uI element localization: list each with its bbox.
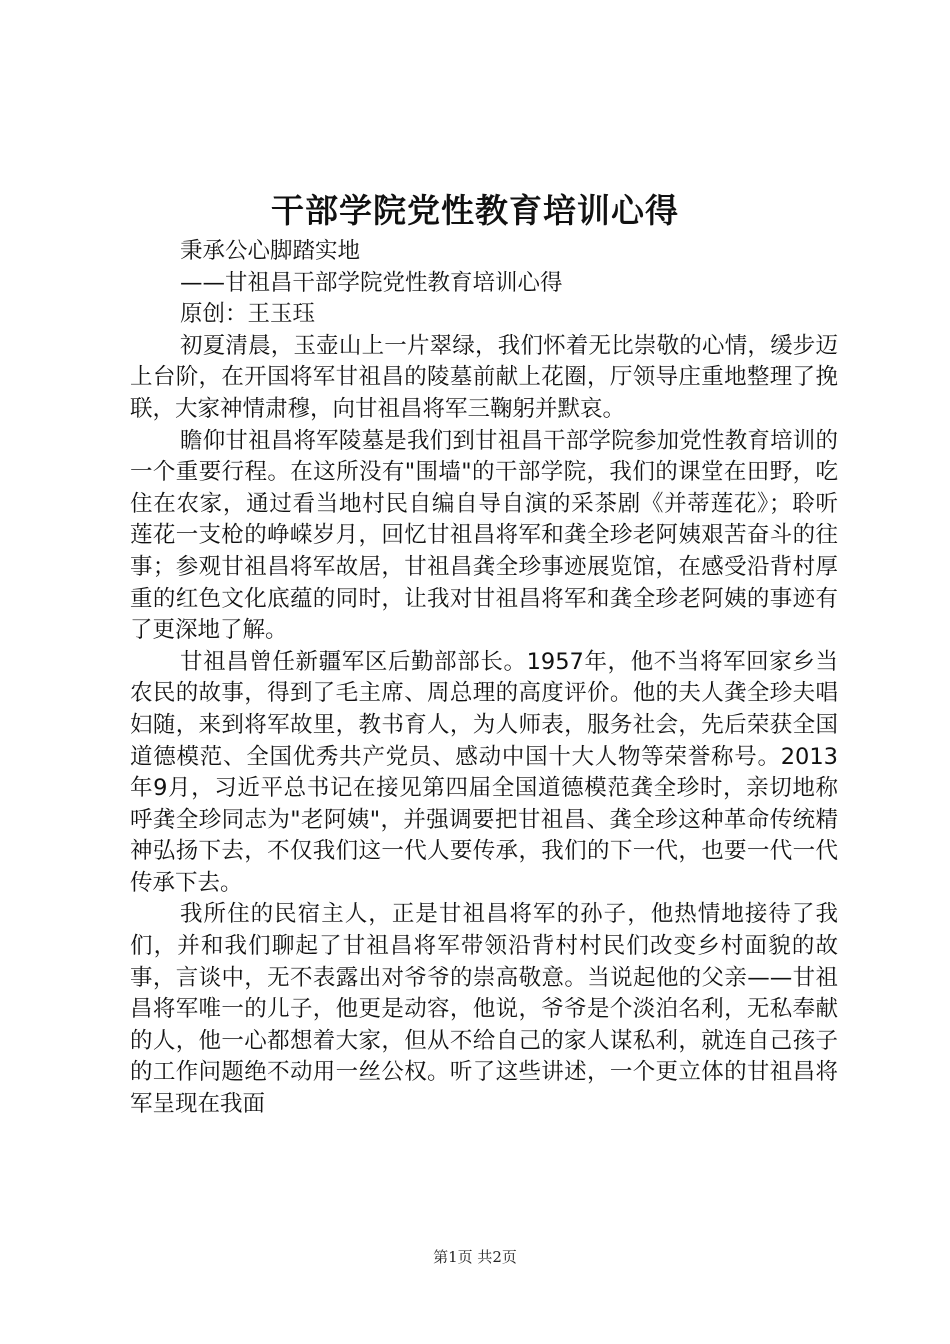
paragraph-2: 瞻仰甘祖昌将军陵墓是我们到甘祖昌干部学院参加党性教育培训的一个重要行程。在这所没有"围墙"的干部学院，我们的课堂在田野，吃住在农家，通过看当地村民自编自导自演的采茶剧《并蒂莲花》；聆听莲花一支枪的峥嵘岁月，回忆甘祖昌将军和龚全珍老阿姨艰苦奋斗的往事；参观甘祖昌将军故居，甘祖昌龚全珍事迹展览馆，在感受沿背村厚重的红色文化底蕴的同时，让我对甘祖昌将军和龚全珍老阿姨的事迹有了更深地了解。 [130, 427, 838, 644]
paragraph-4: 我所住的民宿主人，正是甘祖昌将军的孙子，他热情地接待了我们，并和我们聊起了甘祖昌将军带领沿背村村民们改变乡村面貌的故事，言谈中，无不表露出对爷爷的崇高敬意。当说起他的父亲——甘祖昌将军唯一的儿子，他更是动容，他说，爷爷是个淡泊名利，无私奉献的人，他一心都想着大家，但从不给自己的家人谋私利，就连自己孩子的工作问题绝不动用一丝公权。听了这些讲述，一个更立体的甘祖昌将军呈现在我面 [130, 901, 838, 1118]
document-body [130, 236, 838, 1121]
page-footer: 第1页 共2页 [433, 1248, 517, 1266]
document-title: 干部学院党性教育培训心得 [271, 191, 679, 230]
subtitle-line-2: ——甘祖昌干部学院党性教育培训心得 [180, 269, 563, 296]
paragraph-1: 初夏清晨，玉壶山上一片翠绿，我们怀着无比崇敬的心情，缓步迈上台阶，在开国将军甘祖昌的陵墓前献上花圈，厅领导庄重地整理了挽联，大家神情肃穆，向甘祖昌将军三鞠躬并默哀。 [130, 332, 838, 422]
author-line: 原创：王玉珏 [180, 301, 316, 328]
subtitle-line-1: 秉承公心脚踏实地 [180, 238, 361, 264]
paragraph-3: 甘祖昌曾任新疆军区后勤部部长。1957年，他不当将军回家乡当农民的故事，得到了毛主席、周总理的高度评价。他的夫人龚全珍夫唱妇随，来到将军故里，教书育人，为人师表，服务社会，先后荣获全国道德模范、全国优秀共产党员、感动中国十大人物等荣誉称号。2013年9月，习近平总书记在接见第四届全国道德模范龚全珍时，亲切地称呼龚全珍同志为"老阿姨"，并强调要把甘祖昌、龚全珍这种革命传统精神弘扬下去，不仅我们这一代人要传承，我们的下一代，也要一代一代传承下去。 [130, 648, 838, 896]
